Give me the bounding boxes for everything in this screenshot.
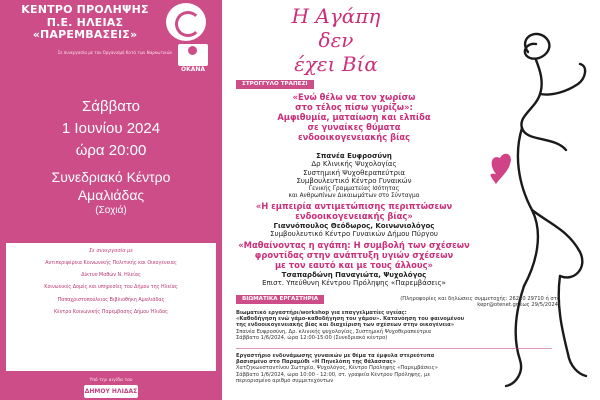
speaker1-affiliation (236, 186, 472, 200)
workshop2-block (236, 353, 536, 384)
speaker1-role: Δρ Κλινικής Ψυχολογίας (311, 160, 397, 169)
speaker3-role: Επιστ. Υπεύθυνη Κέντρου Πρόληψης «Παρεμβάσεις» (262, 279, 446, 288)
workshop2-line: Χατζηκωνσταντίνου Σωτηρία, Ψυχολόγος, Κέντρο Πρόληψης «Παρεμβάσεις» (236, 365, 438, 372)
speaker2-role: Συμβουλευτικό Κέντρο Γυναικών Δήμου Πύργου (270, 230, 438, 239)
talk1-title-line: «Ενώ θέλω να τον χωρίσω (292, 92, 416, 102)
speaker1-role: Γενικής Γραμματείας Ισότητας (308, 186, 400, 192)
talk1-title-line: σε γυναίκες θύματα (307, 122, 401, 132)
event-time: ώρα 20:00 (75, 142, 147, 159)
prevention-center-logo (166, 3, 206, 41)
partner-item: Δίκτυο Μαθών Ν. Ηλείας (81, 273, 141, 279)
left-panel (0, 0, 222, 400)
workshop1-line: της ενδοοικογενειακής βίας και διαχείριση των σχέσεων στην οικογένεια» (236, 322, 455, 329)
talk2-title-line: ενδοοικογενειακής βίας» (295, 211, 413, 221)
organizer-name (6, 4, 164, 42)
speaker1-role: Συστημική Ψυχοθεραπεύτρια (303, 168, 405, 177)
round-table-badge: ΣΤΡΟΓΓΥΛΟ ΤΡΑΠΕΖΙ (236, 80, 314, 89)
speaker2-name: Γιαννόπουλος Θεόδωρος, Κοινωνιολόγος (273, 222, 435, 230)
patron-text: Υπό την αιγίδα του (89, 378, 133, 383)
talk3-title-line: με τον εαυτό και με τους άλλους» (275, 260, 433, 270)
speaker1-block (236, 152, 472, 186)
okana-label: OKANA (180, 66, 206, 73)
title-line2: δεν (318, 28, 354, 52)
organizer-line3: «ΠΑΡΕΜΒΑΣΕΙΣ» (32, 28, 138, 41)
section-divider (236, 348, 552, 349)
speaker1-name: Σπανέα Ευφροσύνη (316, 152, 392, 160)
workshop1-line: Σάββατο 1/6/2024, ώρα 12:00-15:00 (Συνεδριακό κέντρο) (236, 334, 388, 341)
talk3-title-line: φροντίδας στην ανάπτυξη υγιών σχέσεων (254, 250, 454, 260)
workshop2-line: Εργαστήριο ενδυνάμωσης γυναικών με θέμα τα έμφυλα στερεότυπα (236, 353, 435, 359)
talk1-title-line: ενδοοικογενειακής βίας (297, 132, 411, 142)
talk2-title (236, 201, 472, 221)
partners-heading: Σε συνεργασία με (88, 248, 134, 254)
municipality-logo: ΔΗΜΟΥ ΗΛΙΔΑΣ (84, 385, 138, 398)
event-venue: Συνεδριακό Κέντρο (51, 169, 171, 185)
title-line1: Η Αγάπη (291, 4, 381, 28)
speaker1-role: και Ανθρωπίνων Δικαιωμάτων στο Σύνταγμα (288, 193, 420, 199)
workshop1-line: Βιωματικό εργαστήρι/workshop για επαγγελματίες υγείας: (236, 310, 407, 316)
talk1-title (236, 92, 472, 142)
title-line3: έχει Βία (294, 52, 378, 76)
organizer-line2: Π.Ε. ΗΛΕΙΑΣ (46, 15, 124, 29)
talk1-title-line: στο τέλος πίσω γυρίζω»: (295, 102, 413, 112)
talk2-title-line: «Η εμπειρία αντιμετώπισης περιπτώσεων (255, 201, 453, 211)
event-town: Αμαλιάδας (77, 187, 145, 203)
organizer-line1: ΚΕΝΤΡΟ ΠΡΟΛΗΨΗΣ (21, 3, 149, 16)
event-day: Σάββατο (82, 98, 140, 115)
event-date: 1 Ιουνίου 2024 (61, 120, 161, 137)
workshop2-line: Σάββατο 1/6/2024, ώρα 10:00 - 12:00, στ. γραφεία Κέντρου Πρόληψης, με (236, 371, 431, 378)
partner-item: Αντιπεριφέρεια Κοινωνικής Πολιτικής και Οικογένειας (45, 261, 177, 266)
event-details (4, 96, 218, 218)
talk1-title-line: Αμφιθυμία, ματαίωση και ελπίδα (277, 112, 431, 122)
partner-item: Κοινωνικές Δομές και υπηρεσίες του Δήμου της Ηλείας (44, 285, 178, 291)
workshop1-line: Σπανέα Ευφροσύνη, Δρ. κλινικής ψυχολογίας, Συστημική Ψυχοθεραπεύτρια (236, 328, 432, 335)
speaker2-block (236, 222, 472, 239)
event-area: (Σοχιά) (95, 205, 127, 216)
talk3-title-line: «Μαθαίνοντας η αγάπη: Η συμβολή των σχέσεων (238, 240, 470, 250)
association-text: Σε συνεργασία με τον Οργανισμό Κατά των Ναρκωτικών (57, 50, 173, 55)
workshop2-line: περιορισμένο αριθμό συμμετεχόντων (236, 377, 334, 384)
talk3-title (236, 240, 472, 270)
speaker1-role: Συμβουλευτικό Κέντρο Γυναικών (296, 177, 412, 186)
poster-title (236, 4, 436, 76)
okana-logo (178, 44, 208, 66)
workshop1-block (236, 310, 536, 341)
workshop1-line: «Καθοδήγηση ενώ γάμο-καθοδήγηση του γάμου». Κατανόηση του φαινομένου (236, 316, 465, 323)
partner-item: Κέντρο Κοινωνικής Παρέμβασης Δήμου Ήλιδας (54, 309, 168, 315)
info-registration: (Πληροφορίες και δηλώσεις συμμετοχής: 26220 29710 ή στο kepr@otenet.gr έως 29/5/2024) (400, 296, 560, 309)
speaker3-name: Τσαπαρδώνη Παναγιώτα, Ψυχολόγος (281, 271, 427, 279)
speaker3-block (236, 271, 472, 288)
workshop2-line: βασισμένο στο Παραμύθι «Η Πηνελόπη της θάλασσας» (236, 359, 396, 366)
partners-box (6, 243, 216, 371)
partner-item: Παπαχριστοπούλειος Βιβλιοθήκη Αμαλιάδας (57, 297, 165, 303)
workshops-badge: ΒΙΩΜΑΤΙΚΑ ΕΡΓΑΣΤΗΡΙΑ (236, 295, 324, 304)
